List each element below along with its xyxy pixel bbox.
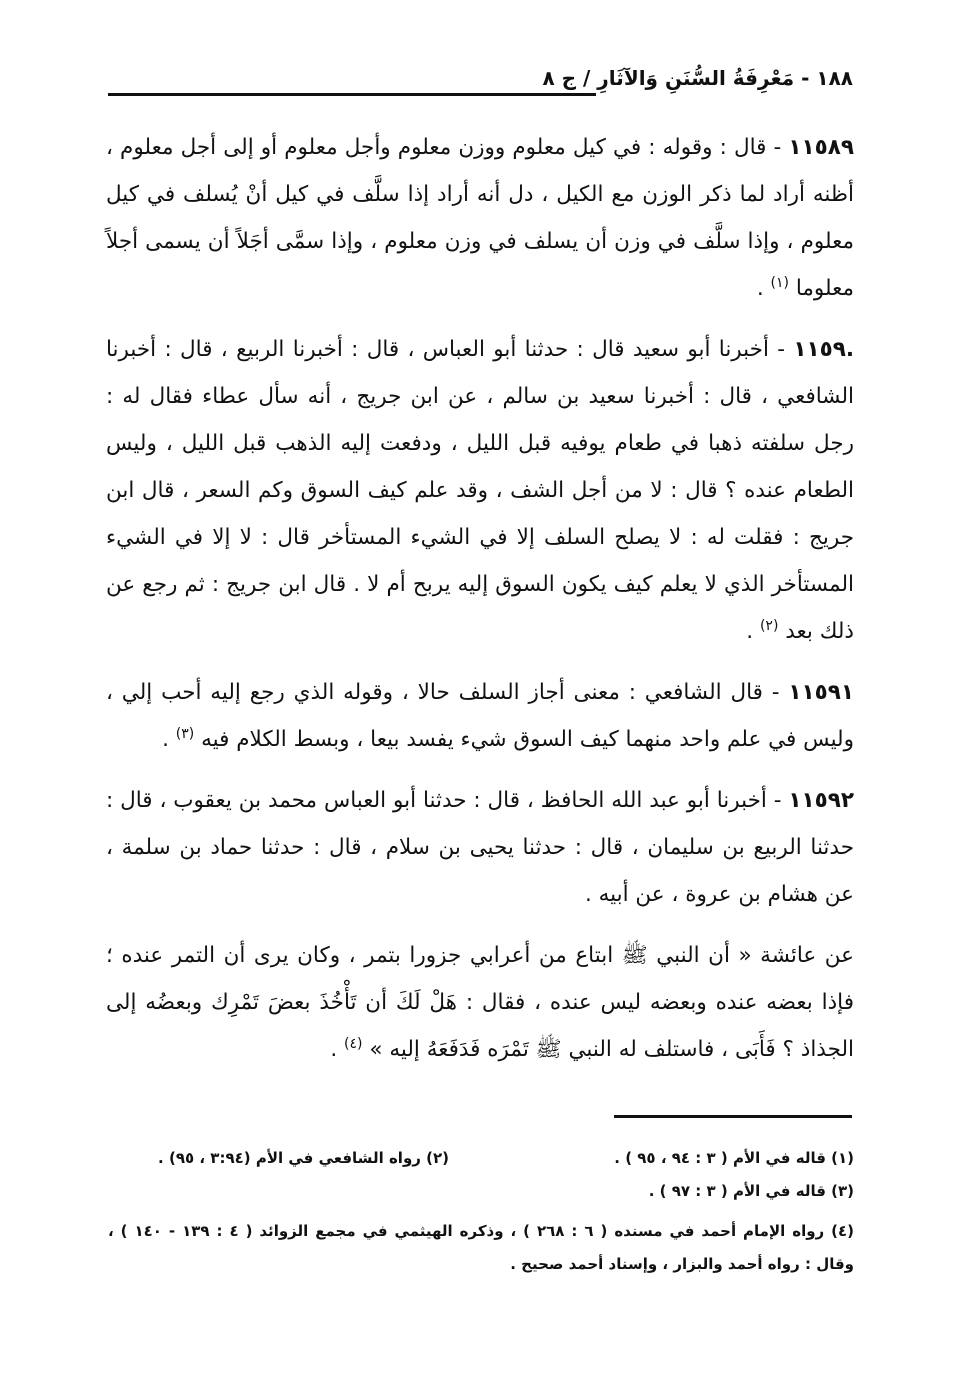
paragraph-text: - قال الشافعي : معنى أجاز السلف حالا ، وقوله الذي رجع إليه أحب إلي ، وليس في علم واحد منهما كيف السوق شيء يفسد بيعا ، وبسط الكلام فيه <box>106 680 854 752</box>
paragraph-end: . <box>756 276 771 301</box>
paragraph-text: - أخبرنا أبو سعيد قال : حدثنا أبو العباس ، قال : أخبرنا الربيع ، قال : أخبرنا الشافعي ، قال : أخبرنا سعيد بن سالم ، عن ابن جريج ، أنه سأل عطاء فقال له : رجل سلفته ذهبا في طعام يوفيه قبل الليل ، ودفعت إليه الذهب قبل الليل ، وليس الطعام عنده ؟ قال : لا من أجل الشف ، وقد علم كيف السوق وكم السعر ، قال ابن جريج : فقلت له : لا يصلح السلف إلا في الشيء المستأخر قال : لا إلا في الشيء المستأخر الذي لا يعلم كيف يكون السوق إليه يربح أم لا . قال ابن جريج : ثم رجع عن ذلك بعد <box>106 337 854 644</box>
footnote-2: (٢) رواه الشافعي في الأم (٣:٩٤ ، ٩٥) . <box>158 1149 449 1167</box>
page-header <box>108 66 853 100</box>
footnote-ref[interactable]: (٣) <box>175 725 195 742</box>
header-rule <box>108 93 596 96</box>
paragraph-matn <box>106 932 854 1073</box>
paragraph-text: عن عائشة « أن النبي ﷺ ابتاع من أعرابي جزورا بتمر ، وكان يرى أن التمر عنده ؛ فإذا بعضه عنده وبعضه ليس عنده ، فقال : هَلْ لَكَ أن تَأْخُذَ بعضَ تَمْرِك وبعضُه إلى الجذاذ ؟ فَأَبَى ، فاستلف له النبي ﷺ تَمْرَه فَدَفَعَهُ إليه » <box>106 943 854 1062</box>
paragraph-text: - قال : وقوله : في كيل معلوم ووزن معلوم وأجل معلوم أو إلى أجل معلوم ، أظنه أراد لما ذكر الوزن مع الكيل ، دل أنه أراد إذا سلَّف في كيل أنْ يُسلف في كيل معلوم ، وإذا سلَّف في وزن أن يسلف في وزن معلوم ، وإذا سمَّى أجَلاً أن يسمى أجلاً معلوما <box>106 135 854 301</box>
footnote-ref[interactable]: (١) <box>770 274 789 291</box>
paragraph-11589 <box>106 124 854 312</box>
hadith-number: ١١٥٩٢ <box>788 788 854 813</box>
footnote-1: (١) قاله في الأم ( ٣ : ٩٤ ، ٩٥ ) . <box>614 1149 854 1167</box>
paragraph-text: - أخبرنا أبو عبد الله الحافظ ، قال : حدثنا أبو العباس محمد بن يعقوب ، قال : حدثنا الربيع بن سليمان ، قال : حدثنا يحيى بن سلام ، قال : حدثنا حماد بن سلمة ، عن هشام بن عروة ، عن أبيه . <box>106 788 854 907</box>
hadith-number: .١١٥٩ <box>793 337 854 362</box>
paragraph-11590 <box>106 326 854 655</box>
footnote-3: (٣) قاله في الأم ( ٣ : ٩٧ ) . <box>648 1182 854 1200</box>
footnote-row <box>108 1175 854 1208</box>
paragraph-end: . <box>162 727 176 752</box>
running-title: ١٨٨ - مَعْرِفَةُ السُّنَنِ وَالآثَارِ / ج ٨ <box>542 66 853 90</box>
footnotes <box>108 1142 854 1281</box>
hadith-number: ١١٥٨٩ <box>788 135 854 160</box>
paragraph-11591 <box>106 669 854 763</box>
footnote-ref[interactable]: (٢) <box>759 617 779 634</box>
paragraph-end: . <box>330 1037 345 1062</box>
paragraph-11592 <box>106 777 854 918</box>
footnote-ref[interactable]: (٤) <box>344 1035 363 1052</box>
footnote-divider <box>614 1115 852 1118</box>
paragraph-end: . <box>746 619 760 644</box>
main-text <box>106 124 854 1087</box>
footnote-row <box>108 1142 854 1175</box>
footnote-4: (٤) رواه الإمام أحمد في مسنده ( ٦ : ٢٦٨ ) ، وذكره الهيثمي في مجمع الزوائد ( ٤ : ١٣٩ - ١٤٠ ) ، وقال : رواه أحمد والبزار ، وإسناد أحمد صحيح . <box>108 1222 855 1273</box>
hadith-number: ١١٥٩١ <box>788 680 854 705</box>
